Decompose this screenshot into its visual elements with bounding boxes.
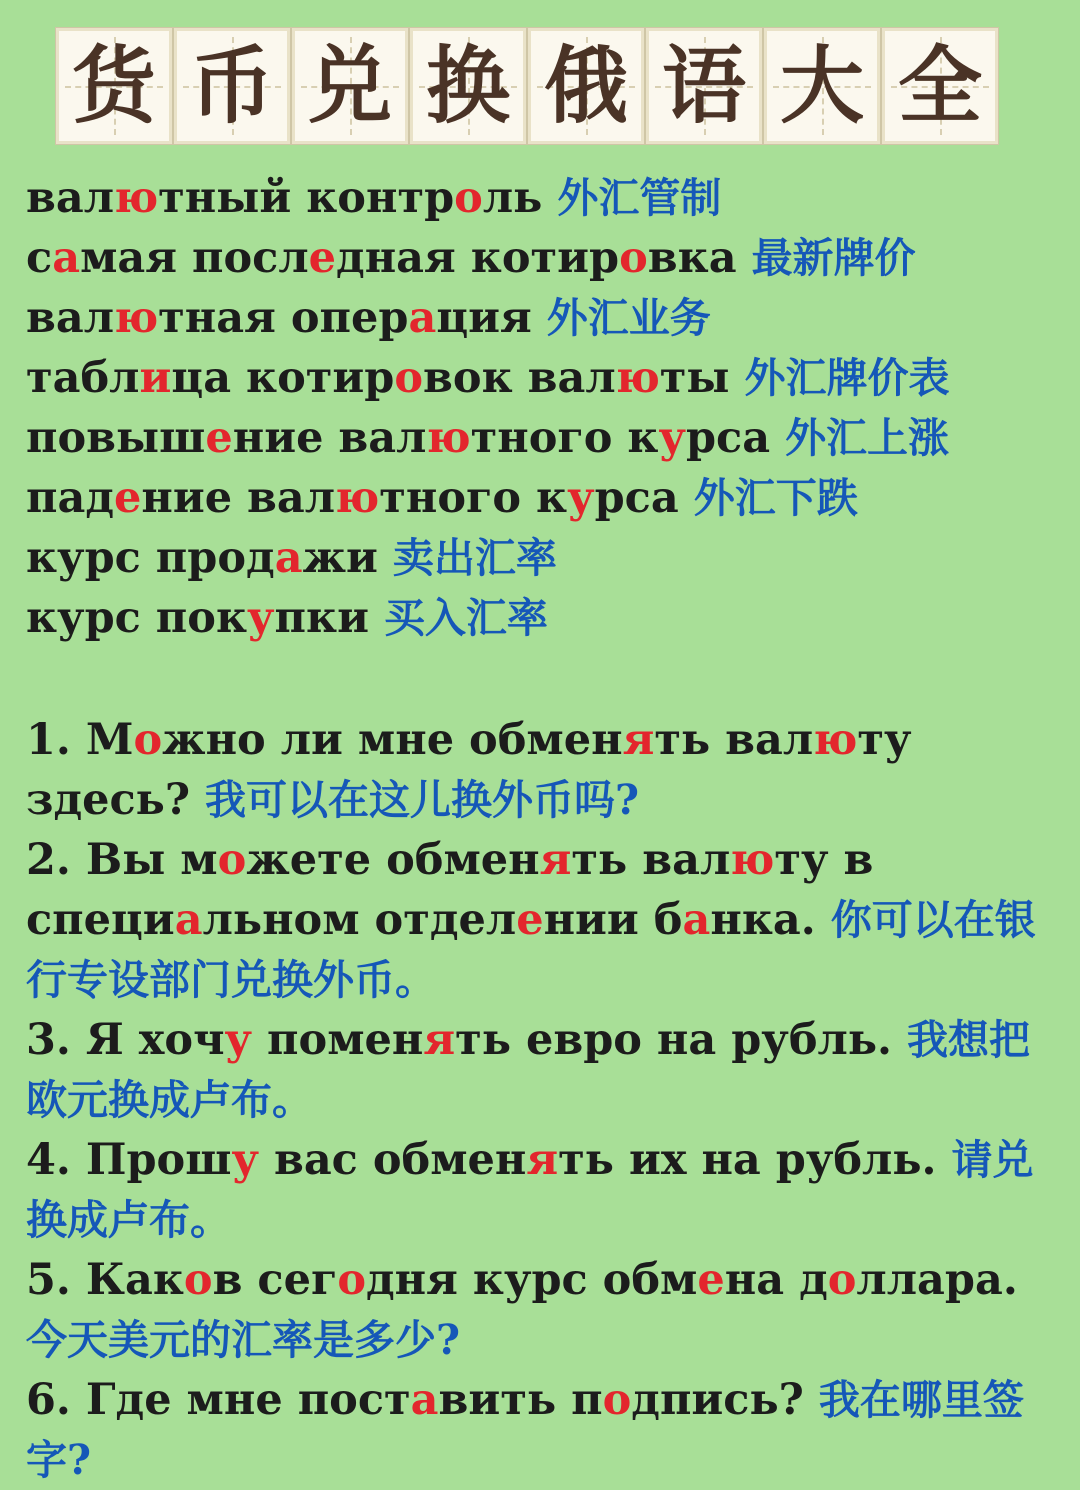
russian-text: пки	[274, 593, 384, 643]
chinese-translation: 外汇牌价表	[744, 354, 950, 402]
russian-text: жно ли мне обмен	[162, 715, 623, 765]
russian-text: ть евро на рубль.	[455, 1015, 907, 1065]
stress-letter: я	[539, 835, 572, 885]
sentence-item	[26, 1010, 1066, 1130]
russian-text: вал	[26, 173, 115, 223]
stress-letter: я	[622, 715, 655, 765]
stress-letter: у	[658, 413, 686, 463]
russian-text: ты	[659, 353, 745, 403]
russian-text: табл	[26, 353, 140, 403]
stress-letter: а	[274, 533, 303, 583]
russian-text: ть их на рубль.	[558, 1135, 952, 1185]
title-cell	[174, 28, 290, 144]
russian-text: 5. Как	[26, 1255, 184, 1305]
russian-text: ция	[436, 293, 547, 343]
title-char: 俄	[543, 36, 628, 135]
vocab-item	[26, 588, 950, 648]
russian-text: вить п	[438, 1375, 603, 1425]
title-cell	[410, 28, 526, 144]
russian-text: ту здесь?	[26, 715, 912, 825]
stress-letter: ю	[114, 293, 159, 343]
vocab-item	[26, 168, 950, 228]
sentence-list	[26, 710, 1066, 1490]
russian-text: помен	[252, 1015, 424, 1065]
title-cell	[56, 28, 172, 144]
stress-letter: а	[410, 1375, 439, 1425]
russian-text: вка	[647, 233, 752, 283]
title-char: 换	[425, 36, 510, 135]
sentence-item	[26, 1370, 1066, 1490]
title-char: 语	[661, 36, 746, 135]
title-cell	[646, 28, 762, 144]
russian-text: ние вал	[141, 473, 336, 523]
russian-text: ллара.	[856, 1255, 1018, 1305]
russian-text: в сег	[212, 1255, 338, 1305]
russian-text: жи	[302, 533, 393, 583]
russian-text: повыш	[26, 413, 206, 463]
vocab-item	[26, 348, 950, 408]
stress-letter: ю	[335, 473, 380, 523]
russian-text: тного к	[379, 473, 568, 523]
chinese-translation: 外汇业务	[546, 294, 711, 342]
stress-letter: я	[526, 1135, 559, 1185]
stress-letter: ю	[813, 715, 858, 765]
title-cell	[882, 28, 998, 144]
russian-text: ту в специ	[26, 835, 874, 945]
sentence-item	[26, 830, 1066, 1010]
sentence-item	[26, 1130, 1066, 1250]
stress-letter: а	[174, 895, 203, 945]
title-char: 货	[71, 36, 156, 135]
stress-letter: ю	[615, 353, 660, 403]
chinese-translation: 请兑换成卢布。	[26, 1136, 1034, 1244]
stress-letter: ю	[114, 173, 159, 223]
russian-text: курс пок	[26, 593, 248, 643]
stress-letter: е	[516, 895, 544, 945]
chinese-translation: 外汇上涨	[785, 414, 950, 462]
stress-letter: е	[697, 1255, 725, 1305]
sentence-item	[26, 710, 1066, 830]
stress-letter: у	[567, 473, 595, 523]
russian-text: с	[26, 233, 53, 283]
sentence-item	[26, 1250, 1066, 1370]
chinese-translation: 最新牌价	[751, 234, 916, 282]
stress-letter: е	[205, 413, 233, 463]
stress-letter: о	[827, 1255, 857, 1305]
russian-text: пад	[26, 473, 114, 523]
russian-text: вас обмен	[258, 1135, 527, 1185]
stress-letter: о	[217, 835, 247, 885]
chinese-translation: 买入汇率	[383, 594, 548, 642]
stress-letter: и	[139, 353, 172, 403]
title-cell	[764, 28, 880, 144]
title-cell	[292, 28, 408, 144]
vocab-item	[26, 408, 950, 468]
russian-text: нии б	[543, 895, 683, 945]
stress-letter: у	[231, 1135, 259, 1185]
stress-letter: ю	[730, 835, 775, 885]
russian-text: ние вал	[232, 413, 427, 463]
russian-text: жете обмен	[246, 835, 540, 885]
russian-text: льном отдел	[202, 895, 517, 945]
title-banner	[56, 28, 998, 144]
russian-text: 1. М	[26, 715, 134, 765]
chinese-translation: 我想把欧元换成卢布。	[26, 1016, 1030, 1124]
stress-letter: о	[394, 353, 424, 403]
russian-text: ть вал	[654, 715, 814, 765]
chinese-translation: 卖出汇率	[392, 534, 557, 582]
russian-text: дная котир	[336, 233, 620, 283]
russian-text: курс прод	[26, 533, 275, 583]
vocab-item	[26, 228, 950, 288]
stress-letter: о	[602, 1375, 632, 1425]
stress-letter: о	[183, 1255, 213, 1305]
russian-text: вок вал	[423, 353, 616, 403]
stress-letter: а	[682, 895, 711, 945]
title-char: 大	[779, 36, 864, 135]
russian-text: 6. Где мне пост	[26, 1375, 411, 1425]
stress-letter: у	[247, 593, 275, 643]
russian-text: нка.	[710, 895, 831, 945]
vocab-item	[26, 288, 950, 348]
russian-text: ть вал	[571, 835, 731, 885]
stress-letter: а	[52, 233, 81, 283]
russian-text: 2. Вы м	[26, 835, 218, 885]
russian-text: 3. Я хоч	[26, 1015, 225, 1065]
russian-text: дпись?	[631, 1375, 819, 1425]
title-char: 全	[897, 36, 982, 135]
stress-letter: е	[308, 233, 337, 283]
russian-text: тная опер	[158, 293, 409, 343]
russian-text: ль	[482, 173, 558, 223]
vocabulary-list	[26, 168, 950, 648]
vocab-item	[26, 528, 950, 588]
chinese-translation: 外汇下跌	[693, 474, 858, 522]
stress-letter: ю	[426, 413, 471, 463]
chinese-translation: 外汇管制	[557, 174, 722, 222]
russian-text: тный контр	[158, 173, 455, 223]
chinese-translation: 今天美元的汇率是多少?	[26, 1316, 461, 1364]
russian-text: вал	[26, 293, 115, 343]
title-char: 兑	[307, 36, 392, 135]
russian-text: мая посл	[80, 233, 309, 283]
russian-text: дня курс обм	[366, 1255, 698, 1305]
stress-letter: о	[454, 173, 483, 223]
chinese-translation: 我在哪里签字?	[26, 1376, 1024, 1484]
stress-letter: у	[224, 1015, 253, 1065]
stress-letter: е	[114, 473, 142, 523]
stress-letter: я	[423, 1015, 456, 1065]
stress-letter: а	[408, 293, 437, 343]
russian-text: на д	[724, 1255, 828, 1305]
russian-text: ца котир	[171, 353, 395, 403]
chinese-translation: 你可以在银行专设部门兑换外币。	[26, 896, 1036, 1004]
vocab-item	[26, 468, 950, 528]
russian-text: рса	[594, 473, 694, 523]
chinese-translation: 我可以在这儿换外币吗?	[205, 776, 640, 824]
title-cell	[528, 28, 644, 144]
stress-letter: о	[133, 715, 163, 765]
title-char: 币	[189, 36, 274, 135]
russian-text: тного к	[470, 413, 659, 463]
stress-letter: о	[337, 1255, 367, 1305]
stress-letter: о	[619, 233, 648, 283]
russian-text: 4. Прош	[26, 1135, 232, 1185]
russian-text: рса	[685, 413, 786, 463]
